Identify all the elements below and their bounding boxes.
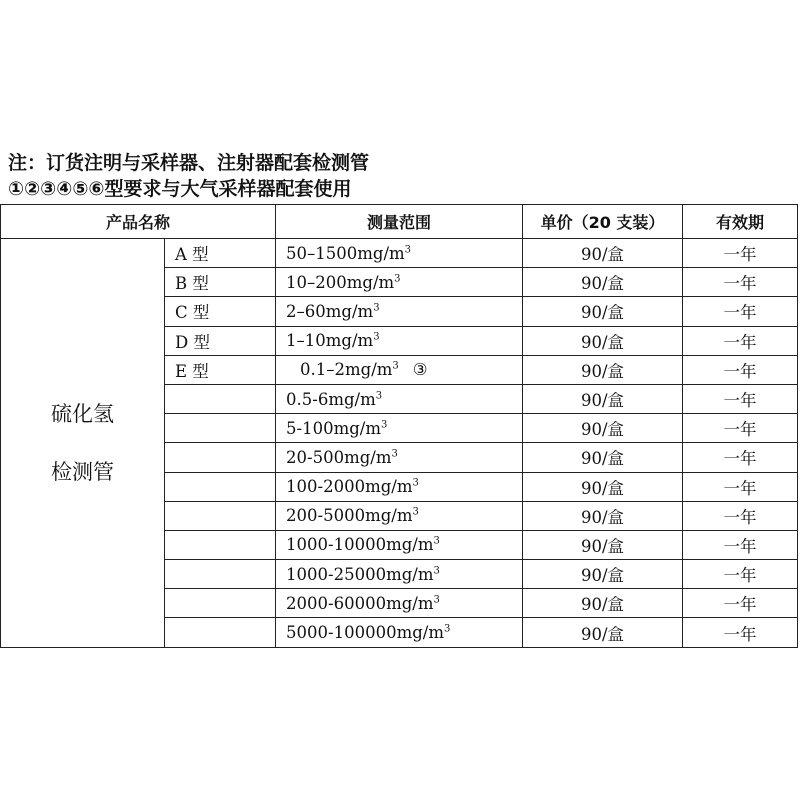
range-cell [276, 384, 523, 413]
header-product-name: 产品名称 [1, 205, 276, 239]
product-name-line2: 检测管 [51, 459, 114, 484]
range-value: 0.1–2mg/m [300, 360, 393, 380]
validity-cell: 一年 [683, 501, 798, 530]
header-measure-range: 测量范围 [276, 205, 523, 239]
range-cell [276, 414, 523, 443]
price-cell: 90/盒 [523, 501, 683, 530]
type-cell [165, 589, 276, 618]
price-cell: 90/盒 [523, 355, 683, 384]
validity-cell: 一年 [683, 589, 798, 618]
price-cell: 90/盒 [523, 443, 683, 472]
price-cell: 90/盒 [523, 589, 683, 618]
range-unit-exponent: 3 [433, 565, 440, 577]
price-cell: 90/盒 [523, 297, 683, 326]
range-cell [276, 560, 523, 589]
price-cell: 90/盒 [523, 239, 683, 268]
validity-cell: 一年 [683, 618, 798, 647]
range-cell [276, 297, 523, 326]
type-cell: B 型 [165, 268, 276, 297]
validity-cell: 一年 [683, 384, 798, 413]
range-cell [276, 268, 523, 297]
type-cell: D 型 [165, 326, 276, 355]
range-cell [276, 472, 523, 501]
range-value: 1000-25000mg/m [286, 564, 434, 584]
type-cell [165, 414, 276, 443]
range-value: 2–60mg/m [286, 301, 374, 321]
range-unit-exponent: 3 [404, 244, 412, 256]
range-value: 1000-10000mg/m [286, 535, 434, 555]
validity-cell: 一年 [683, 326, 798, 355]
price-cell: 90/盒 [523, 560, 683, 589]
range-value: 20-500mg/m [286, 447, 392, 467]
price-cell: 90/盒 [523, 618, 683, 647]
note-line-2: ①②③④⑤⑥型要求与大气采样器配套使用 [8, 178, 352, 200]
range-value: 0.5-6mg/m [286, 389, 376, 409]
validity-cell: 一年 [683, 355, 798, 384]
range-unit-exponent: 3 [392, 360, 399, 372]
range-value: 100-2000mg/m [286, 477, 413, 497]
range-unit-exponent: 3 [433, 535, 440, 547]
range-note-mark: ③ [412, 360, 428, 380]
table-body [1, 239, 798, 648]
range-cell [276, 589, 523, 618]
range-cell [276, 501, 523, 530]
price-cell: 90/盒 [523, 384, 683, 413]
type-cell [165, 501, 276, 530]
header-validity: 有效期 [683, 205, 798, 239]
range-unit-exponent: 3 [373, 331, 380, 343]
type-cell: E 型 [165, 355, 276, 384]
price-cell: 90/盒 [523, 326, 683, 355]
price-cell: 90/盒 [523, 472, 683, 501]
type-cell [165, 618, 276, 647]
type-cell [165, 443, 276, 472]
header-unit-price: 单价（20 支装） [523, 205, 683, 239]
range-unit-exponent: 3 [381, 419, 388, 431]
price-cell: 90/盒 [523, 530, 683, 559]
range-cell [276, 443, 523, 472]
range-value: 5-100mg/m [286, 418, 381, 438]
validity-cell: 一年 [683, 297, 798, 326]
range-value: 200-5000mg/m [286, 506, 413, 526]
price-cell: 90/盒 [523, 414, 683, 443]
type-cell [165, 472, 276, 501]
range-value: 2000-60000mg/m [286, 593, 434, 613]
range-unit-exponent: 3 [443, 623, 451, 635]
type-cell [165, 530, 276, 559]
product-name-cell [1, 239, 165, 648]
type-cell: C 型 [165, 297, 276, 326]
validity-cell: 一年 [683, 443, 798, 472]
range-unit-exponent: 3 [375, 390, 383, 402]
range-cell [276, 239, 523, 268]
range-cell [276, 618, 523, 647]
table-row [1, 239, 798, 268]
validity-cell: 一年 [683, 239, 798, 268]
validity-cell: 一年 [683, 414, 798, 443]
range-value: 5000-100000mg/m [286, 623, 444, 643]
validity-cell: 一年 [683, 560, 798, 589]
price-cell: 90/盒 [523, 268, 683, 297]
range-unit-exponent: 3 [433, 594, 440, 606]
range-cell [276, 355, 523, 384]
range-cell [276, 326, 523, 355]
range-cell [276, 530, 523, 559]
range-unit-exponent: 3 [391, 448, 398, 460]
range-unit-exponent: 3 [412, 477, 419, 489]
table-header-row [1, 205, 798, 239]
validity-cell: 一年 [683, 268, 798, 297]
type-cell: A 型 [165, 239, 276, 268]
range-unit-exponent: 3 [373, 302, 380, 314]
range-unit-exponent: 3 [412, 506, 419, 518]
type-cell [165, 560, 276, 589]
order-notes [8, 150, 369, 202]
product-name-line1: 硫化氢 [51, 401, 114, 426]
range-unit-exponent: 3 [394, 273, 401, 285]
range-value: 1–10mg/m [286, 331, 374, 351]
validity-cell: 一年 [683, 472, 798, 501]
type-cell [165, 384, 276, 413]
range-value: 10–200mg/m [286, 272, 395, 292]
product-price-table [0, 204, 798, 648]
range-value: 50–1500mg/m [286, 243, 405, 263]
validity-cell: 一年 [683, 530, 798, 559]
note-line-1: 注：订货注明与采样器、注射器配套检测管 [8, 152, 370, 174]
